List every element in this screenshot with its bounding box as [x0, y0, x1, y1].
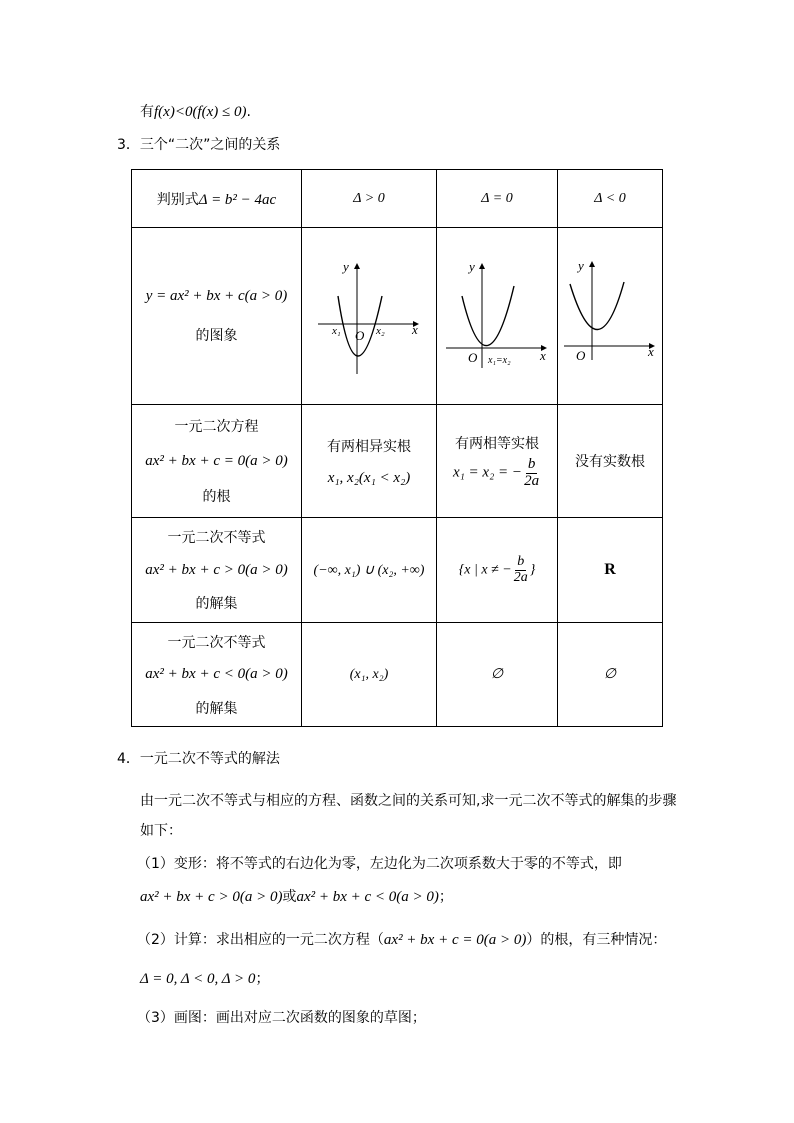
table-row — [132, 228, 663, 405]
header-col3: Δ < 0 — [558, 170, 663, 228]
intro-suffix: . — [246, 104, 251, 120]
gt-col3-value: R — [604, 561, 616, 578]
gt-col1-cell: (−∞, x₁) ∪ (x₂, +∞) — [302, 518, 437, 623]
roots-label-line1: 一元二次方程 — [174, 419, 259, 435]
lt-label-line1: 一元二次不等式 — [167, 634, 266, 651]
step1-formula1: ax² + bx + c > 0(a > 0) — [140, 889, 283, 905]
header-discriminant-cell — [132, 170, 302, 228]
fraction-denominator: 2a — [524, 472, 540, 489]
step2-text-b: ）的根，有三种情况： — [526, 932, 667, 948]
fraction-denominator: 2a — [513, 569, 528, 585]
parabola-curve — [462, 286, 514, 346]
header-label: 判别式 — [156, 191, 199, 208]
intro-paren-expr: (f(x) ≤ 0) — [192, 104, 247, 120]
step2-line1 — [137, 929, 666, 949]
roots-col1-text: 有两相异实根 — [327, 438, 411, 455]
gt-label-line1: 一元二次不等式 — [167, 530, 266, 546]
table-row — [132, 170, 663, 228]
step1-or: 或 — [282, 889, 297, 905]
graph-cell-zero — [437, 228, 558, 405]
table-row — [132, 405, 663, 518]
header-col2: Δ = 0 — [437, 170, 558, 228]
graph-label-formula: y = ax² + bx + c(a > 0) — [145, 287, 288, 304]
intro-line — [140, 101, 251, 121]
lt-col3-cell: ∅ — [558, 623, 663, 727]
origin-label: O — [576, 348, 586, 363]
roots-col2-fraction — [524, 457, 539, 490]
table-row — [132, 518, 663, 623]
step3-line: （3）画图：画出对应二次函数的图象的草图； — [137, 1010, 426, 1026]
root-x1-label: x₁ — [332, 325, 341, 337]
gt-col2-right: } — [529, 562, 536, 578]
roots-col2-formula — [437, 457, 557, 490]
graph-label-cell — [132, 228, 302, 405]
gt-label-cell — [132, 518, 302, 623]
roots-label-line3: 的根 — [202, 489, 231, 505]
roots-col2-formula-left: x₁ = x₂ = − — [452, 464, 523, 481]
lt-label-formula: ax² + bx + c < 0(a > 0) — [145, 666, 288, 682]
gt-label-formula: ax² + bx + c > 0(a > 0) — [145, 561, 288, 578]
step2-cases: Δ = 0, Δ < 0, Δ > 0 — [140, 971, 256, 987]
gt-col2-fraction — [514, 555, 528, 585]
origin-label: O — [468, 350, 478, 365]
section3-title: 3．三个“二次”之间的关系 — [117, 137, 281, 153]
roots-col3-cell: 没有实数根 — [558, 405, 663, 518]
parabola-graph-two-roots — [314, 256, 424, 376]
step1-line2 — [140, 886, 453, 906]
parabola-graph-one-root — [442, 256, 552, 376]
step1-end: ； — [438, 889, 453, 905]
section4-para-line1: 由一元二次不等式与相应的方程、函数之间的关系可知,求一元二次不等式的解集的步骤 — [140, 793, 677, 809]
graph-cell-positive — [302, 228, 437, 405]
step2-formula: ax² + bx + c = 0(a > 0) — [383, 932, 527, 948]
origin-label: O — [355, 328, 365, 343]
section4-para-line2: 如下： — [140, 823, 182, 839]
fraction-numerator: b — [527, 455, 536, 472]
gt-label-line3: 的解集 — [195, 596, 238, 612]
roots-col2-cell — [437, 405, 558, 518]
table-row — [132, 623, 663, 727]
roots-col1-formula: x₁, x₂(x₁ < x₂) — [327, 469, 411, 486]
step1-formula2: ax² + bx + c < 0(a > 0) — [296, 889, 439, 905]
roots-label-formula: ax² + bx + c = 0(a > 0) — [145, 452, 288, 469]
root-x2-label: x₂ — [376, 325, 385, 337]
parabola-curve — [570, 282, 624, 330]
double-root-label: x₁=x₂ — [488, 355, 511, 366]
x-axis-label: x — [648, 344, 654, 359]
parabola-graph-no-root — [562, 256, 658, 376]
step1-line1: （1）变形：将不等式的右边化为零，左边化为二次项系数大于零的不等式，即 — [137, 856, 622, 872]
lt-label-line3: 的解集 — [195, 700, 238, 717]
header-formula: Δ = b² − 4ac — [198, 191, 277, 208]
intro-prefix: 有 — [140, 104, 154, 120]
x-axis-label: x — [412, 322, 418, 337]
x-axis-label: x — [540, 348, 546, 363]
lt-col1-cell: (x₁, x₂) — [302, 623, 437, 727]
roots-col1-cell — [302, 405, 437, 518]
graph-cell-negative — [558, 228, 663, 405]
y-axis-label: y — [343, 259, 349, 274]
relationship-table — [131, 169, 663, 727]
y-axis-label: y — [469, 259, 475, 274]
step2-line2 — [140, 968, 269, 988]
roots-col2-text: 有两相等实根 — [455, 435, 539, 452]
header-col1: Δ > 0 — [302, 170, 437, 228]
gt-col3-cell — [558, 518, 663, 623]
intro-expr: f(x)<0 — [154, 104, 193, 120]
step2-end: ； — [255, 971, 270, 987]
graph-label-text: 的图象 — [195, 327, 238, 344]
roots-label-cell — [132, 405, 302, 518]
section4-title: 4．一元二次不等式的解法 — [117, 751, 280, 767]
y-axis-label: y — [578, 258, 584, 273]
step2-text-a: （2）计算：求出相应的一元二次方程（ — [137, 932, 384, 948]
lt-label-cell — [132, 623, 302, 727]
gt-col2-cell — [437, 518, 558, 623]
gt-col2-left: {x | x ≠ − — [458, 562, 512, 578]
lt-col2-cell: ∅ — [437, 623, 558, 727]
fraction-numerator: b — [517, 553, 525, 569]
